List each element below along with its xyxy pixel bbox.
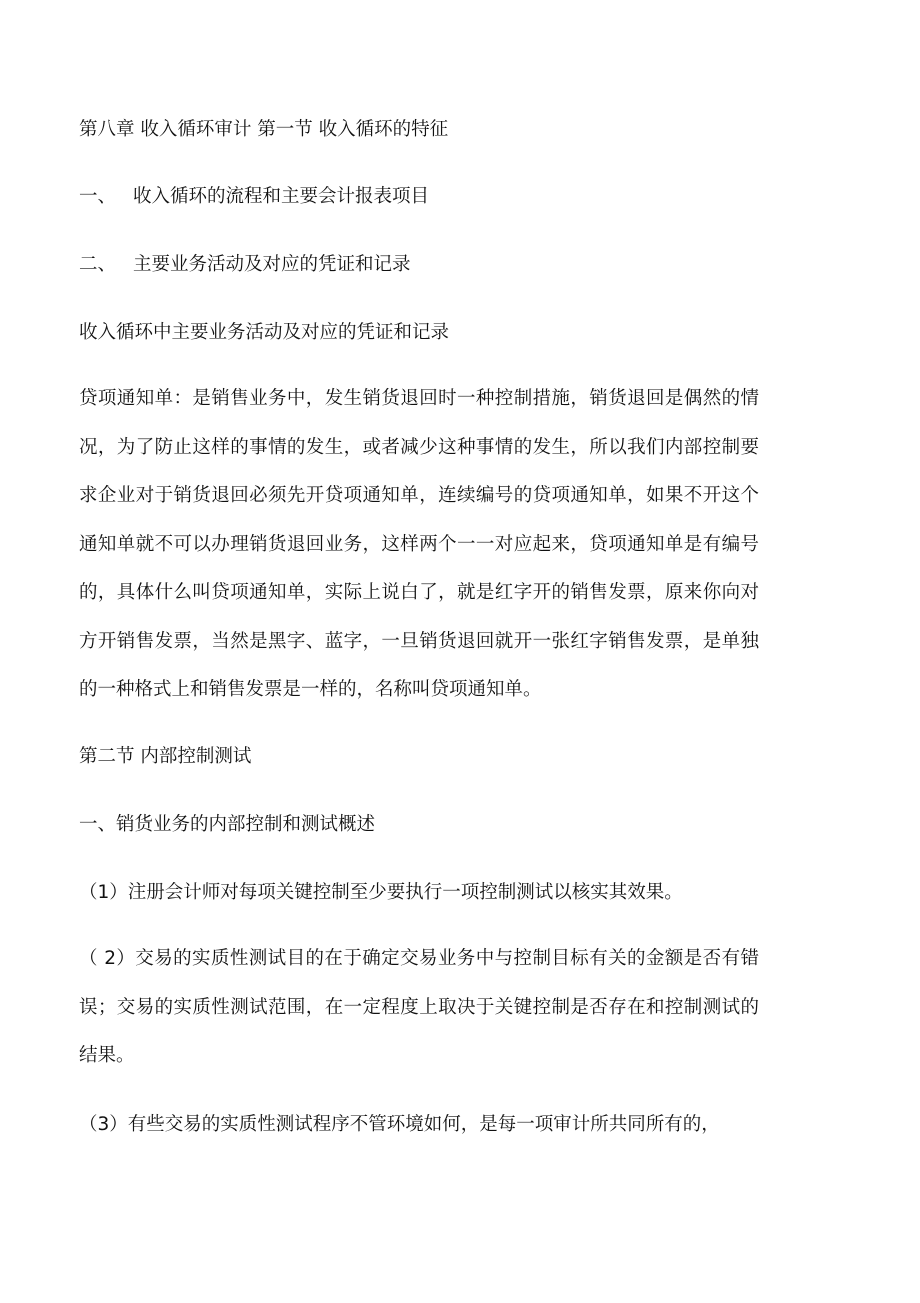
chapter-title: 第八章 收入循环审计 第一节 收入循环的特征	[79, 119, 449, 140]
credit-memo-paragraph: 贷项通知单：是销售业务中，发生销货退回时一种控制措施，销货退回是偶然的情况，为了防止这样的事情的发生，或者减少这种事情的发生，所以我们内部控制要求企业对于销货退回必须先开贷项通知单，连续编号的贷项通知单，如果不开这个通知单就不可以办理销货退回业务，这样两个一一对应起来，贷项通知单是有编号的，具体什么叫贷项通知单，实际上说白了，就是红字开的销售发票，原来你向对方开销售发票，当然是黑字、蓝字，一旦销货退回就开一张红字销售发票，是单独的一种格式上和销售发票是一样的，名称叫贷项通知单。	[79, 388, 759, 700]
list-item-1-text: 收入循环的流程和主要会计报表项目	[133, 186, 430, 207]
list-item-2-text: 主要业务活动及对应的凭证和记录	[133, 254, 411, 275]
list-item-1-number: 一、	[79, 186, 117, 207]
list-item-1	[79, 185, 429, 209]
list-item-2	[79, 253, 411, 277]
section-2-item-1: 一、销货业务的内部控制和测试概述	[79, 814, 376, 835]
section-2-title: 第二节 内部控制测试	[79, 746, 252, 767]
point-2: （ 2）交易的实质性测试目的在于确定交易业务中与控制目标有关的金额是否有错误；交易的实质性测试范围，在一定程度上取决于关键控制是否存在和控制测试的结果。	[79, 948, 759, 1066]
list-item-2-number: 二、	[79, 254, 117, 275]
subheading: 收入循环中主要业务活动及对应的凭证和记录	[79, 322, 450, 343]
point-1: （1）注册会计师对每项关键控制至少要执行一项控制测试以核实其效果。	[79, 882, 683, 903]
point-3: （3）有些交易的实质性测试程序不管环境如何，是每一项审计所共同所有的，	[79, 1114, 720, 1135]
